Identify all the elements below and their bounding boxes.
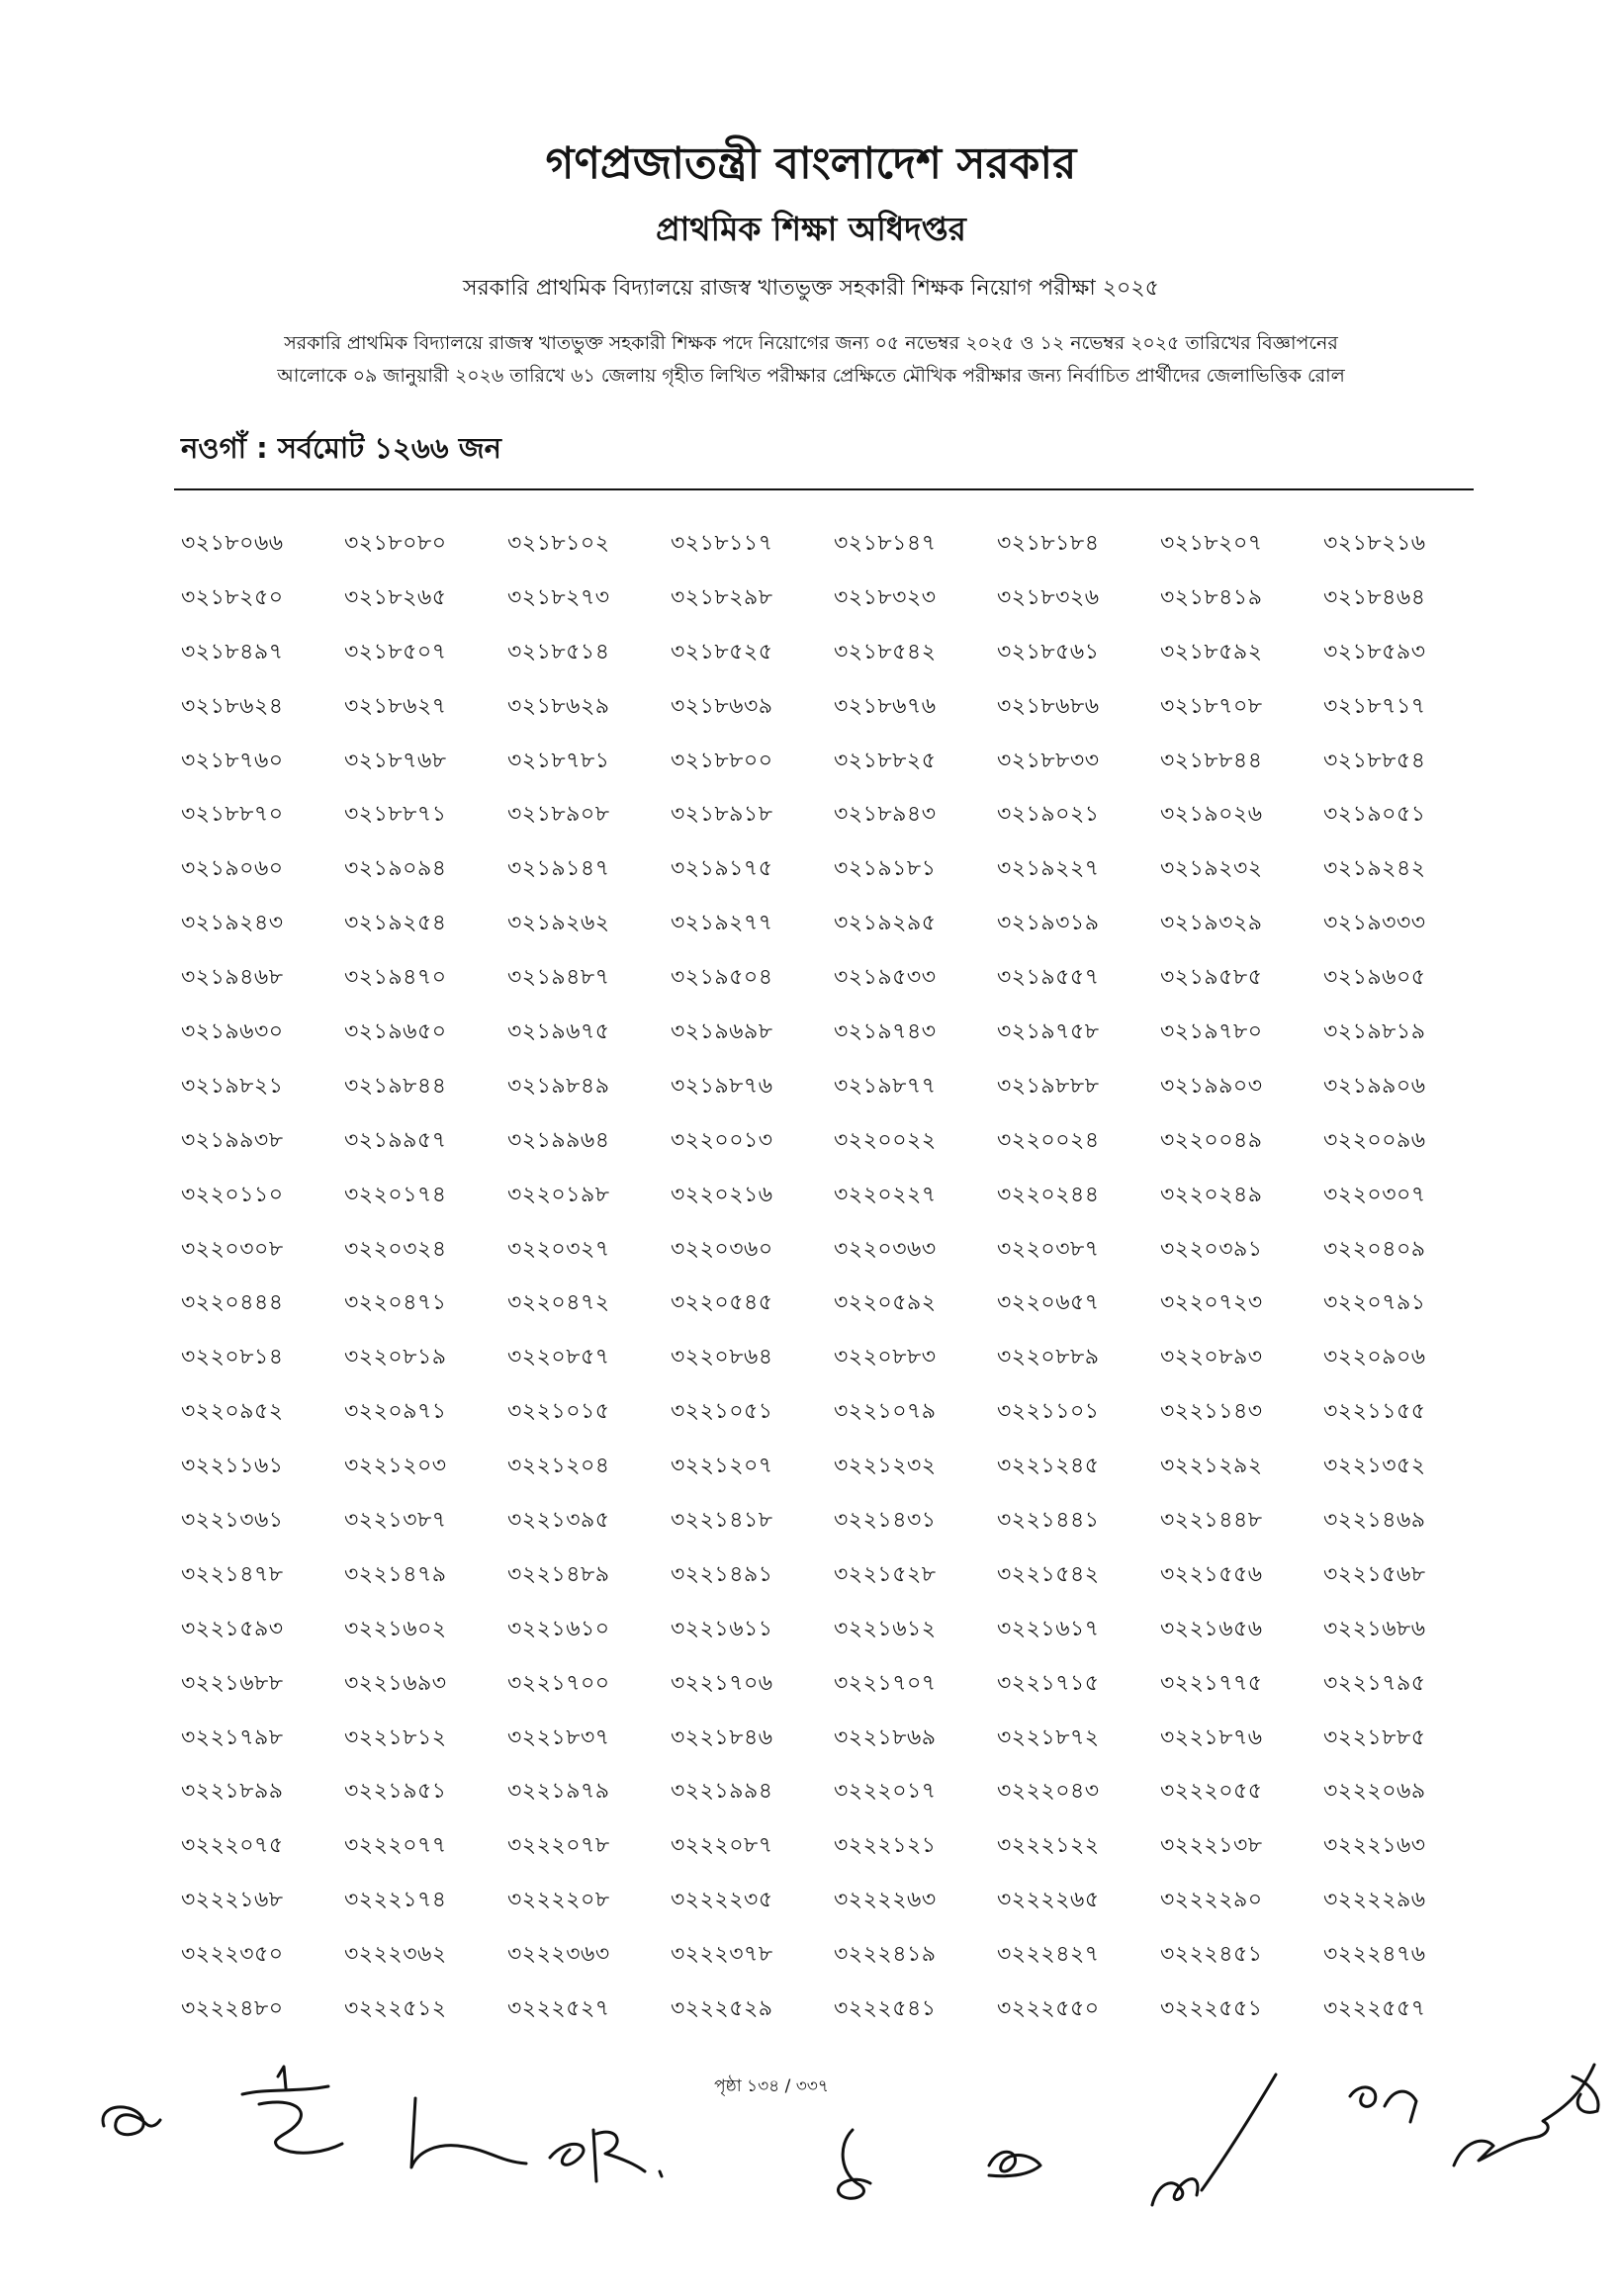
roll-number: ৩২২০৩০৭: [1323, 1182, 1426, 1207]
roll-number: ৩২২১৪৯১: [671, 1561, 773, 1587]
roll-number: ৩২২২২৬৩: [834, 1888, 937, 1913]
roll-number: ৩২১৯৯৬৪: [507, 1127, 610, 1153]
roll-number: ৩২২০৮৮৩: [834, 1345, 937, 1370]
roll-number: ৩২২০৩২৭: [507, 1236, 610, 1262]
roll-number: ৩২২০৯৭১: [344, 1399, 447, 1425]
roll-number: ৩২১৯১৪৭: [507, 856, 610, 882]
roll-number: ৩২১৮৫৪২: [834, 639, 937, 664]
roll-number: ৩২২২০৮৭: [671, 1833, 773, 1859]
roll-number: ৩২২১১০১: [997, 1399, 1100, 1425]
signature-2: [242, 2067, 342, 2153]
roll-number: ৩২২২০৬৯: [1323, 1779, 1426, 1805]
roll-number: ৩২২২৫২৯: [671, 1995, 773, 2021]
roll-number: ৩২২১৪৩১: [834, 1507, 937, 1533]
roll-number: ৩২২২৪২৭: [997, 1942, 1100, 1968]
roll-number: ৩২২০৮১৪: [181, 1345, 284, 1370]
roll-number: ৩২১৮৯১৮: [671, 802, 773, 828]
roll-number: ৩২২২১৩৮: [1160, 1833, 1263, 1859]
notice-line-1: সরকারি প্রাথমিক বিদ্যালয়ে রাজস্ব খাতভুক্ত সহকারী শিক্ষক পদে নিয়োগের জন্য ০৫ নভেম্বর ২০২৫ ও ১২ নভেম্বর ২০২৫ তারিখের বিজ্ঞাপনের: [284, 332, 1338, 354]
roll-number: ৩২২০৫৯২: [834, 1290, 937, 1316]
roll-number: ৩২১৯৮৮৮: [997, 1073, 1100, 1099]
roll-number: ৩২২১৩৯৫: [507, 1507, 610, 1533]
roll-number: ৩২২০০৯৬: [1323, 1127, 1426, 1153]
roll-number: ৩২২০২২৭: [834, 1182, 937, 1207]
roll-number: ৩২২১৪৭৯: [344, 1561, 447, 1587]
roll-number: ৩২১৮৫৬১: [997, 639, 1100, 664]
roll-number: ৩২২০৫৪৫: [671, 1290, 773, 1316]
roll-number: ৩২২১৭০৭: [834, 1670, 937, 1696]
roll-number: ৩২২১৮৯৯: [181, 1779, 284, 1805]
department-name: প্রাথমিক শিক্ষা অধিদপ্তর: [656, 210, 966, 248]
roll-number: ৩২১৮৫১৪: [507, 639, 610, 664]
roll-number: ৩২১৯৬৩০: [181, 1018, 284, 1044]
roll-number-table: [181, 517, 1487, 2037]
roll-number: ৩২২১৪৪৮: [1160, 1507, 1263, 1533]
roll-number: ৩২২১৬১২: [834, 1616, 937, 1641]
roll-number: ৩২১৮৮৩৩: [997, 748, 1100, 773]
roll-number: ৩২১৯৫৫৭: [997, 965, 1100, 991]
roll-number: ৩২১৮২০৭: [1160, 530, 1263, 556]
roll-number: ৩২২২৩৭৮: [671, 1942, 773, 1968]
roll-number: ৩২২১২০৩: [344, 1454, 447, 1479]
roll-number: ৩২২০৩২৪: [344, 1236, 447, 1262]
roll-number: ৩২১৮১১৭: [671, 530, 773, 556]
roll-number: ৩২২০৮১৯: [344, 1345, 447, 1370]
roll-number: ৩২২১৭০৬: [671, 1670, 773, 1696]
roll-number: ৩২১৮২৯৮: [671, 584, 773, 610]
roll-number: ৩২২২০৪৩: [997, 1779, 1100, 1805]
roll-number: ৩২২২৪৮০: [181, 1995, 284, 2021]
roll-number: ৩২২২৫৫১: [1160, 1995, 1263, 2021]
roll-number: ৩২২১০৫১: [671, 1399, 773, 1425]
roll-number: ৩২২২০১৭: [834, 1779, 937, 1805]
roll-number: ৩২২১৮৩৭: [507, 1724, 610, 1750]
roll-number: ৩২১৯২৪৩: [181, 911, 284, 936]
roll-number: ৩২২০৪৪৪: [181, 1290, 284, 1316]
roll-number: ৩২১৮১০২: [507, 530, 610, 556]
roll-number: ৩২১৮৪৬৪: [1323, 584, 1426, 610]
roll-number: ৩২২২১২১: [834, 1833, 937, 1859]
roll-number: ৩২২০০১৩: [671, 1127, 773, 1153]
roll-number: ৩২২২০৭৫: [181, 1833, 284, 1859]
roll-number: ৩২২১২০৪: [507, 1454, 610, 1479]
roll-number: ৩২২০১১০: [181, 1182, 284, 1207]
roll-number: ৩২১৯৪৬৮: [181, 965, 284, 991]
roll-number: ৩২১৮৯০৮: [507, 802, 610, 828]
roll-number: ৩২২২০৭৭: [344, 1833, 447, 1859]
heading-divider: [174, 488, 1474, 490]
roll-number: ৩২১৮৭০৮: [1160, 693, 1263, 719]
roll-number: ৩২২২২৬৫: [997, 1888, 1100, 1913]
roll-number: ৩২২১৪৭৮: [181, 1561, 284, 1587]
roll-number: ৩২২১৬০২: [344, 1616, 447, 1641]
roll-number: ৩২১৮৮৪৪: [1160, 748, 1263, 773]
roll-number: ৩২২০৩৬০: [671, 1236, 773, 1262]
roll-number: ৩২২২৫১২: [344, 1995, 447, 2021]
roll-number: ৩২২২১৭৪: [344, 1888, 447, 1913]
roll-number: ৩২১৮৩২৬: [997, 584, 1100, 610]
roll-number: ৩২২১৩৮৭: [344, 1507, 447, 1533]
roll-number: ৩২১৯৮২১: [181, 1073, 284, 1099]
roll-number: ৩২১৮৪৯৭: [181, 639, 284, 664]
roll-number: ৩২২২৪৭৬: [1323, 1942, 1426, 1968]
roll-number: ৩২১৯৮৪৯: [507, 1073, 610, 1099]
roll-number: ৩২১৮৫০৭: [344, 639, 447, 664]
roll-number: ৩২২০৮৬৪: [671, 1345, 773, 1370]
signatures: [0, 2047, 1622, 2245]
roll-number: ৩২১৯৩৩৩: [1323, 911, 1426, 936]
roll-number: ৩২২১৯৯৪: [671, 1779, 773, 1805]
roll-number: ৩২২১৮৭৬: [1160, 1724, 1263, 1750]
roll-number: ৩২১৯২৬২: [507, 911, 610, 936]
roll-number: ৩২২০৩৮৭: [997, 1236, 1100, 1262]
roll-number: ৩২২০৪৭২: [507, 1290, 610, 1316]
roll-number: ৩২১৯৫৩৩: [834, 965, 937, 991]
roll-number: ৩২১৯১৮১: [834, 856, 937, 882]
roll-number: ৩২২১০১৫: [507, 1399, 610, 1425]
roll-number: ৩২২১৪৬৯: [1323, 1507, 1426, 1533]
roll-number: ৩২২২০৭৮: [507, 1833, 610, 1859]
roll-number: ৩২১৮৯৪৩: [834, 802, 937, 828]
exam-title: সরকারি প্রাথমিক বিদ্যালয়ে রাজস্ব খাতভুক্ত সহকারী শিক্ষক নিয়োগ পরীক্ষা ২০২৫: [463, 276, 1159, 301]
roll-number: ৩২২০৮৮৯: [997, 1345, 1100, 1370]
roll-number: ৩২২২৫২৭: [507, 1995, 610, 2021]
roll-number: ৩২২০৬৫৭: [997, 1290, 1100, 1316]
roll-number: ৩২২০১৭৪: [344, 1182, 447, 1207]
roll-number: ৩২২২৪১৯: [834, 1942, 937, 1968]
roll-number: ৩২১৯২২৭: [997, 856, 1100, 882]
roll-number: ৩২২০০৪৯: [1160, 1127, 1263, 1153]
roll-number: ৩২১৮৭৮১: [507, 748, 610, 773]
roll-number: ৩২২১১৪৩: [1160, 1399, 1263, 1425]
roll-number: ৩২১৯৮৪৪: [344, 1073, 447, 1099]
roll-number: ৩২১৯৬৫০: [344, 1018, 447, 1044]
roll-number: ৩২১৮৫৯৩: [1323, 639, 1426, 664]
roll-number: ৩২১৮২৬৫: [344, 584, 447, 610]
roll-number: ৩২২১৪৪১: [997, 1507, 1100, 1533]
roll-number: ৩২২০০২৪: [997, 1127, 1100, 1153]
signature-6: [989, 2152, 1040, 2175]
roll-number: ৩২১৮৮৭১: [344, 802, 447, 828]
roll-number: ৩২১৯৯০৬: [1323, 1073, 1426, 1099]
roll-number: ৩২১৯০৬০: [181, 856, 284, 882]
roll-number: ৩২২২২৯০: [1160, 1888, 1263, 1913]
roll-number: ৩২১৯৯৫৭: [344, 1127, 447, 1153]
roll-number: ৩২২০৮৯৩: [1160, 1345, 1263, 1370]
roll-number: ৩২২০৭৯১: [1323, 1290, 1426, 1316]
roll-number: ৩২১৯২৯৫: [834, 911, 937, 936]
roll-number: ৩২২০৮৫৭: [507, 1345, 610, 1370]
roll-number: ৩২২০৪৭১: [344, 1290, 447, 1316]
roll-number: ৩২২১৭৯৮: [181, 1724, 284, 1750]
roll-number: ৩২২১৮৭২: [997, 1724, 1100, 1750]
roll-number: ৩২২০০২২: [834, 1127, 937, 1153]
roll-number: ৩২২১৫৯৩: [181, 1616, 284, 1641]
roll-number: ৩২১৯৬০৫: [1323, 965, 1426, 991]
roll-number: ৩২২১৯৭৯: [507, 1779, 610, 1805]
roll-number: ৩২১৮৬২৭: [344, 693, 447, 719]
roll-number: ৩২২১৮৮৫: [1323, 1724, 1426, 1750]
roll-number: ৩২২১৬৮৮: [181, 1670, 284, 1696]
roll-number: ৩২২২২৩৫: [671, 1888, 773, 1913]
roll-number: ৩২২২২৯৬: [1323, 1888, 1426, 1913]
roll-number: ৩২১৮৮২৫: [834, 748, 937, 773]
roll-number: ৩২২১৮৬৯: [834, 1724, 937, 1750]
roll-number: ৩২১৯৮৭৬: [671, 1073, 773, 1099]
roll-number: ৩২২১৪১৮: [671, 1507, 773, 1533]
roll-number: ৩২২০৩৬৩: [834, 1236, 937, 1262]
roll-number: ৩২২১৬১৭: [997, 1616, 1100, 1641]
roll-number: ৩২১৯২৪২: [1323, 856, 1426, 882]
roll-number: ৩২২১৩৫২: [1323, 1454, 1426, 1479]
roll-number: ৩২২১৬৮৬: [1323, 1616, 1426, 1641]
roll-number: ৩২২১৭৯৫: [1323, 1670, 1426, 1696]
roll-number: ৩২২১০৭৯: [834, 1399, 937, 1425]
roll-number: ৩২২১৫৬৮: [1323, 1561, 1426, 1587]
roll-number: ৩২১৯৩১৯: [997, 911, 1100, 936]
roll-number: ৩২১৮৫৯২: [1160, 639, 1263, 664]
roll-number: ৩২১৮১৪৭: [834, 530, 937, 556]
signature-8: [1350, 2087, 1416, 2122]
roll-number: ৩২২১২৪৫: [997, 1454, 1100, 1479]
roll-number: ৩২১৮৩২৩: [834, 584, 937, 610]
signature-7: [1152, 2075, 1276, 2205]
roll-number: ৩২২২০৫৫: [1160, 1779, 1263, 1805]
roll-number: ৩২১৮২১৬: [1323, 530, 1426, 556]
roll-number: ৩২২১২৯২: [1160, 1454, 1263, 1479]
roll-number: ৩২২২২০৮: [507, 1888, 610, 1913]
roll-number: ৩২১৮২৫০: [181, 584, 284, 610]
roll-number: ৩২২২১৬৩: [1323, 1833, 1426, 1859]
roll-number: ৩২২১৫৫৬: [1160, 1561, 1263, 1587]
roll-number: ৩২২২৩৬৩: [507, 1942, 610, 1968]
roll-number: ৩২১৯৭৮০: [1160, 1018, 1263, 1044]
roll-number: ৩২১৮০৮০: [344, 530, 447, 556]
roll-number: ৩২২১৮১২: [344, 1724, 447, 1750]
roll-number: ৩২২১৭১৫: [997, 1670, 1100, 1696]
roll-number: ৩২২০৩৯১: [1160, 1236, 1263, 1262]
roll-number: ৩২২১৫২৮: [834, 1561, 937, 1587]
roll-number: ৩২১৯৮৭৭: [834, 1073, 937, 1099]
signature-1: [103, 2107, 160, 2135]
roll-number: ৩২২১১৬১: [181, 1454, 284, 1479]
roll-number: ৩২২২৪৫১: [1160, 1942, 1263, 1968]
roll-number: ৩২২১৬১১: [671, 1616, 773, 1641]
roll-number: ৩২২০৪০৯: [1323, 1236, 1426, 1262]
roll-number: ৩২২০৩০৮: [181, 1236, 284, 1262]
roll-number: ৩২১৯৫০৪: [671, 965, 773, 991]
roll-number: ৩২১৯০২১: [997, 802, 1100, 828]
roll-number: ৩২১৯৪৮৭: [507, 965, 610, 991]
roll-number: ৩২২২১২২: [997, 1833, 1100, 1859]
roll-number: ৩২১৮৪১৯: [1160, 584, 1263, 610]
roll-number: ৩২২১৭৭৫: [1160, 1670, 1263, 1696]
roll-number: ৩২১৮৮৫৪: [1323, 748, 1426, 773]
roll-number: ৩২১৮৭৬০: [181, 748, 284, 773]
roll-number: ৩২১৮৭১৭: [1323, 693, 1426, 719]
roll-number: ৩২১৯৬৯৮: [671, 1018, 773, 1044]
roll-number: ৩২১৮০৬৬: [181, 530, 284, 556]
roll-number: ৩২২১২০৭: [671, 1454, 773, 1479]
roll-number: ৩২২০২৪৪: [997, 1182, 1100, 1207]
roll-number: ৩২১৮১৮৪: [997, 530, 1100, 556]
roll-number: ৩২১৯৪৭০: [344, 965, 447, 991]
roll-number: ৩২২১২৩২: [834, 1454, 937, 1479]
roll-number: ৩২১৯৮১৯: [1323, 1018, 1426, 1044]
roll-number: ৩২১৯২৫৪: [344, 911, 447, 936]
roll-number: ৩২২০২১৬: [671, 1182, 773, 1207]
roll-number: ৩২২১৯৫১: [344, 1779, 447, 1805]
roll-number: ৩২২০২৪৯: [1160, 1182, 1263, 1207]
roll-number: ৩২১৮৬২৯: [507, 693, 610, 719]
roll-number: ৩২২২৩৬২: [344, 1942, 447, 1968]
roll-number: ৩২২০৯০৬: [1323, 1345, 1426, 1370]
roll-number: ৩২২২৩৫০: [181, 1942, 284, 1968]
roll-number: ৩২১৮৬৮৬: [997, 693, 1100, 719]
roll-number: ৩২১৮৮৭০: [181, 802, 284, 828]
roll-number: ৩২১৯৬৭৫: [507, 1018, 610, 1044]
roll-number: ৩২২০১৯৮: [507, 1182, 610, 1207]
roll-number: ৩২২২১৬৮: [181, 1888, 284, 1913]
page-number: পৃষ্ঠা ১৩৪ / ৩৩৭: [714, 2076, 829, 2096]
roll-number: ৩২১৮৫২৫: [671, 639, 773, 664]
roll-number: ৩২২১৪৮৯: [507, 1561, 610, 1587]
signature-3: [411, 2098, 526, 2167]
roll-number: ৩২১৮৬৩৯: [671, 693, 773, 719]
roll-number: ৩২২১৬৫৬: [1160, 1616, 1263, 1641]
roll-number: ৩২১৯৩২৯: [1160, 911, 1263, 936]
roll-number: ৩২১৯৯০৩: [1160, 1073, 1263, 1099]
roll-number: ৩২১৮৭৬৮: [344, 748, 447, 773]
roll-number: ৩২২২৫৫০: [997, 1995, 1100, 2021]
roll-number: ৩২১৯০২৬: [1160, 802, 1263, 828]
roll-number: ৩২১৯৭৪৩: [834, 1018, 937, 1044]
roll-number: ৩২২০৭২৩: [1160, 1290, 1263, 1316]
roll-number: ৩২১৯২৭৭: [671, 911, 773, 936]
roll-number: ৩২২১৮৪৬: [671, 1724, 773, 1750]
roll-number: ৩২১৯০৯৪: [344, 856, 447, 882]
roll-number: ৩২১৯৫৮৫: [1160, 965, 1263, 991]
roll-number: ৩২২১৬১০: [507, 1616, 610, 1641]
roll-number: ৩২১৯৭৫৮: [997, 1018, 1100, 1044]
roll-number: ৩২১৯৯৩৮: [181, 1127, 284, 1153]
roll-number: ৩২২০৯৫২: [181, 1399, 284, 1425]
roll-number: ৩২১৯২৩২: [1160, 856, 1263, 882]
roll-number: ৩২২২৫৪১: [834, 1995, 937, 2021]
signature-4: [550, 2130, 662, 2181]
district-heading: নওগাঁ : সর্বমোট ১২৬৬ জন: [181, 431, 501, 465]
roll-number: ৩২১৮৬২৪: [181, 693, 284, 719]
roll-number: ৩২১৮৮০০: [671, 748, 773, 773]
signature-9: [1454, 2065, 1598, 2165]
roll-number: ৩২২১১৫৫: [1323, 1399, 1426, 1425]
signature-5: [838, 2130, 870, 2198]
roll-number: ৩২২১৫৪২: [997, 1561, 1100, 1587]
roll-number: ৩২১৮২৭৩: [507, 584, 610, 610]
roll-number: ৩২২১৩৬১: [181, 1507, 284, 1533]
notice-line-2: আলোকে ০৯ জানুয়ারী ২০২৬ তারিখে ৬১ জেলায় গৃহীত লিখিত পরীক্ষার প্রেক্ষিতে মৌখিক পরীক্ষার জন্য নির্বাচিত প্রার্থীদের জেলাভিত্তিক রোল: [277, 365, 1345, 387]
roll-number: ৩২১৯০৫১: [1323, 802, 1426, 828]
page-title: গণপ্রজাতন্ত্রী বাংলাদেশ সরকার: [545, 138, 1077, 189]
roll-number: ৩২১৯১৭৫: [671, 856, 773, 882]
roll-number: ৩২২২৫৫৭: [1323, 1995, 1426, 2021]
roll-number: ৩২১৮৬৭৬: [834, 693, 937, 719]
roll-number: ৩২২১৬৯৩: [344, 1670, 447, 1696]
roll-number: ৩২২১৭০০: [507, 1670, 610, 1696]
